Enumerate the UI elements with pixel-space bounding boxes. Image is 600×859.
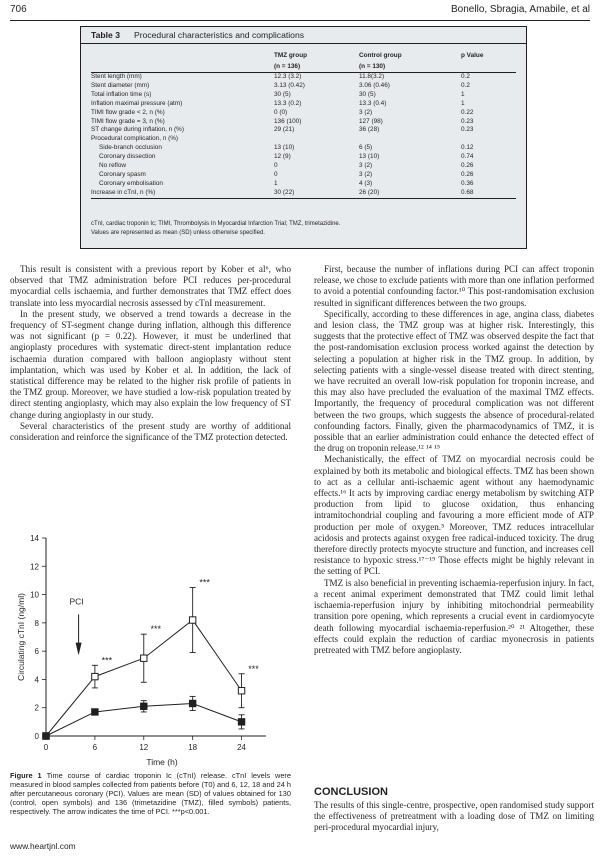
pci-arrow-head [76,643,82,656]
table-row [91,162,516,171]
table-cell: 3.13 (0.42) [274,81,305,89]
y-tick-label: 0 [34,732,39,741]
table-cell: 0.74 [461,153,474,161]
table-row [91,91,516,100]
table-cell: 1 [461,99,465,107]
table-row [91,82,516,91]
table-cell: 0.23 [461,126,474,134]
table-header-sub [91,61,274,73]
table-header-sub [461,61,516,73]
x-tick-label: 6 [92,743,98,752]
row-label: TIMI flow grade < 2, n (%) [91,108,165,116]
row-label: Stent length (mm) [91,73,142,80]
table-cell: 0 [274,170,278,178]
y-tick-label: 4 [34,675,39,685]
running-header-authors: Bonello, Sbragia, Amabile, et al [451,4,590,15]
row-label: Coronary embolisation [99,179,163,187]
table-cell: 6 (5) [359,144,373,152]
x-tick-label: 18 [188,743,198,752]
journal-url: www.heartjnl.com [10,841,76,851]
paragraph: Specifically, according to these differences in age, angina class, diabetes and lesion class, the TMZ group was at higher risk. Interestingly, this suggests that the protective effect of TMZ was observed despite the fact that the post-randomisation exclusion process worked against the detection by selecting a population at higher risk in the TMZ group. In addition, by selecting patients with a single-vessel disease treated with direct stenting, we have recruited an overall low-risk population for troponin increase, and this may also have precluded the evaluation of the maximal TMZ effects. Importantly, the frequency of procedural complication was not different between the two groups, which suggests the absence of procedural-related confounding factors. Finally, given the pharmacodynamics of TMZ, it is possible that an earlier administration could enhance the detected effect of the drug on troponin release.¹² ¹⁴ ¹⁵ [314,308,594,454]
row-label: Procedural complication, n (%) [91,135,179,143]
table-cell: 13.3 (0.4) [359,99,387,107]
table-row [91,73,516,82]
table-header-cell: Control group [359,52,402,59]
table-row [91,144,516,153]
header-rule [10,20,590,21]
table-cell: 0.12 [461,144,474,152]
figure-label: Figure 1 [10,771,42,780]
table-cell [461,135,516,144]
table-cell: 0.68 [461,189,516,198]
table-row [91,153,516,162]
y-tick-label: 14 [30,534,39,543]
significance-label: *** [101,655,113,666]
significance-label: *** [248,663,259,674]
table-notes [91,220,516,238]
table-3 [80,26,527,249]
x-tick-label: 0 [43,743,49,752]
table-cell: 3 (2) [359,170,373,178]
filled-square-point [43,733,49,739]
table-cell: 1 [274,179,278,187]
filled-square-point [238,719,244,725]
table-cell: 0.36 [461,179,474,187]
row-label: Coronary spasm [99,170,146,178]
table-cell: 13 (10) [359,153,380,161]
table-cell: 11.8(3.2) [359,73,385,80]
paragraph: This result is consistent with a previous report by Kober et al⁶, who observed that TMZ administration before PCI reduces per-procedural myocardial cells ischaemia, and further demonstrates that TMZ effect does translate into less myocardial necrosis assessed by cTnI measurement. [10,264,291,308]
table-header-sub: (n = 136) [274,61,359,73]
x-tick-label: 12 [139,743,149,752]
table-row [91,135,516,144]
x-axis-label: Time (h) [146,757,178,767]
table-cell: 136 (100) [274,117,302,125]
row-label: Increase in cTnI, n (%) [91,189,274,198]
table-cell: 0 [274,162,278,170]
page-number: 706 [10,4,27,15]
open-square-point [189,617,195,623]
row-label: No reflow [99,162,126,170]
table-header-cell: p Value [461,52,484,59]
table-note: cTnI, cardiac troponin Ic; TIMI, Thrombolysis In Myocardial Infarction Trial; TMZ, trimetazidine. [91,221,341,227]
paragraph: Several characteristics of the present study are worthy of additional consideration and reinforce the significance of the TMZ protection detected. [10,420,291,443]
row-label: Coronary dissection [99,153,156,161]
left-column-text [10,264,291,443]
row-label: Side-branch occlusion [99,144,162,152]
conclusion-text: The results of this single-centre, prospective, open randomised study support the effectiveness of pretreatment with a loading dose of TMZ on limiting peri-procedural myocardial injury, [314,800,594,833]
filled-square-point [141,703,147,709]
conclusion-heading: CONCLUSION [314,786,388,798]
table-cell: 30 (22) [274,189,359,198]
table-cell: 0.2 [461,81,470,89]
table-cell: 127 (98) [359,117,383,125]
procedural-table [91,50,516,199]
significance-label: *** [150,624,162,635]
table-header-sub: (n = 130) [359,61,461,73]
table-cell: 26 (20) [359,189,461,198]
table-cell: 4 (3) [359,179,373,187]
open-square-point [92,673,98,679]
table-cell: 0 (0) [274,108,288,116]
table-cell: 30 (5) [274,90,291,98]
y-tick-label: 12 [30,562,39,572]
table-cell: 0.26 [461,170,474,178]
y-axis-label: Circulating cTnI (ng/ml) [16,593,26,681]
table-cell: 36 (28) [359,126,380,134]
table-cell: 12.3 (3.2) [274,73,302,80]
paragraph: First, because the number of inflations during PCI can affect troponin release, we chose to exclude patients with more than one inflation performed to avoid a potential confounding factor.¹⁰ This post-randomisation exclusion resulted in significant differences between the two groups. [314,264,594,308]
row-label: Inflation maximal pressure (atm) [91,99,183,107]
y-tick-label: 2 [34,703,39,713]
row-label: TIMI flow grade = 3, n (%) [91,117,165,125]
table-cell: 3 (2) [359,108,373,116]
open-square-point [141,655,147,661]
row-label: Total inflation time (s) [91,90,152,98]
table-cell: 1 [461,90,465,98]
table-header-cell: TMZ group [274,52,308,59]
table-row [91,189,516,198]
table-header-cell [91,50,274,61]
y-tick-label: 10 [30,590,39,600]
table-cell: 3 (2) [359,162,373,170]
paragraph: In the present study, we observed a trend towards a decrease in the frequency of ST-segment change during inflation, although this difference was not significant (p = 0.22). However, it must be underlined that angioplasty procedures with systematic direct-stent implantation reduce ischaemia duration compared with balloon angioplasty without stent implantation, which was used by Kober et al. In addition, the lack of statistical difference may be related to the higher risk profile of patients in the TMZ group. Moreover, we have studied a low-risk population treated by direct stenting angioplasty, which may also explain the low frequency of ST change during angioplasty in our study. [10,308,291,420]
table-row [91,126,516,135]
y-tick-label: 8 [34,618,39,628]
table-row [91,100,516,109]
table-cell: 13 (10) [274,144,295,152]
paragraph: Mechanistically, the effect of TMZ on myocardial necrosis could be explained by both its metabolic and biological effects. TMZ has been shown to act as a cellular anti-ischaemic agent without any haemodynamic effects.¹⁶ It acts by improving cardiac energy metabolism by switching ATP production from lipid to glucose oxidation, thus enhancing intramitochondrial coupling and favouring a more efficient mode of ATP production per mole of oxygen.⁵ Moreover, TMZ reduces intracellular acidosis and protects against oxygen free radical-induced toxicity. The drug therefore directly protects myocyte structure and function, and increases cell resistance to hypoxic stress.¹⁷⁻¹⁹ Those effects might be highly relevant in the setting of PCI. [314,454,594,577]
table-row [91,109,516,118]
paragraph: TMZ is also beneficial in preventing ischaemia-reperfusion injury. In fact, a recent animal experiment demonstrated that TMZ could limit lethal ischaemia-reperfusion injury by inhibiting mitochondrial permeability transition pore opening, which represents a crucial event in cardiomyocyte death following myocardial ischaemia-reperfusion.²⁰ ²¹ Altogether, these effects could explain the reduction of cardiac myonecrosis in patients pretreated with TMZ before angioplasty. [314,577,594,655]
table-row [91,171,516,180]
table-cell [274,135,359,144]
table-cell: 0.22 [461,108,474,116]
table-cell: 13.3 (0.2) [274,99,302,107]
filled-square-point [189,700,195,706]
pci-label: PCI [69,596,84,607]
table-cell: 30 (5) [359,90,376,98]
x-tick-label: 24 [237,743,247,752]
table-row [91,118,516,127]
figure-caption [10,771,291,816]
row-label: ST change during inflation, n (%) [91,126,184,134]
table-cell: 0.2 [461,73,470,80]
table-cell: 3.06 (0.46) [359,81,390,89]
y-tick-label: 6 [34,647,39,657]
table-label: Table 3 [91,30,120,40]
table-cell [359,135,461,144]
table-cell: 12 (9) [274,153,291,161]
table-note: Values are represented as mean (SD) unless otherwise specified. [91,230,265,236]
significance-label: *** [199,577,210,588]
table-title-bar [81,27,526,44]
figure-caption-text: Time course of cardiac troponin Ic (cTnI) release. cTnI levels were measured in blood samples collected from patients before (T0) and 6, 12, 18 and 24 h after percutaneous coronary (PCI). Values are mean (SD) of values obtained for 130 (control, open symbols) and 136 (trimetazidine (TMZ), filled symbols) patients, respectively. The arrow indicates the time of PCI. ***p<0.001. [10,771,292,816]
table-title: Procedural characteristics and complications [133,30,305,40]
table-cell: 0.26 [461,162,474,170]
troponin-chart [10,532,291,768]
right-column-text [314,264,594,656]
table-cell: 0.23 [461,117,474,125]
row-label: Stent diameter (mm) [91,81,150,89]
table-cell: 29 (21) [274,126,295,134]
filled-square-point [92,709,98,715]
table-row [91,180,516,189]
open-square-point [238,688,244,694]
